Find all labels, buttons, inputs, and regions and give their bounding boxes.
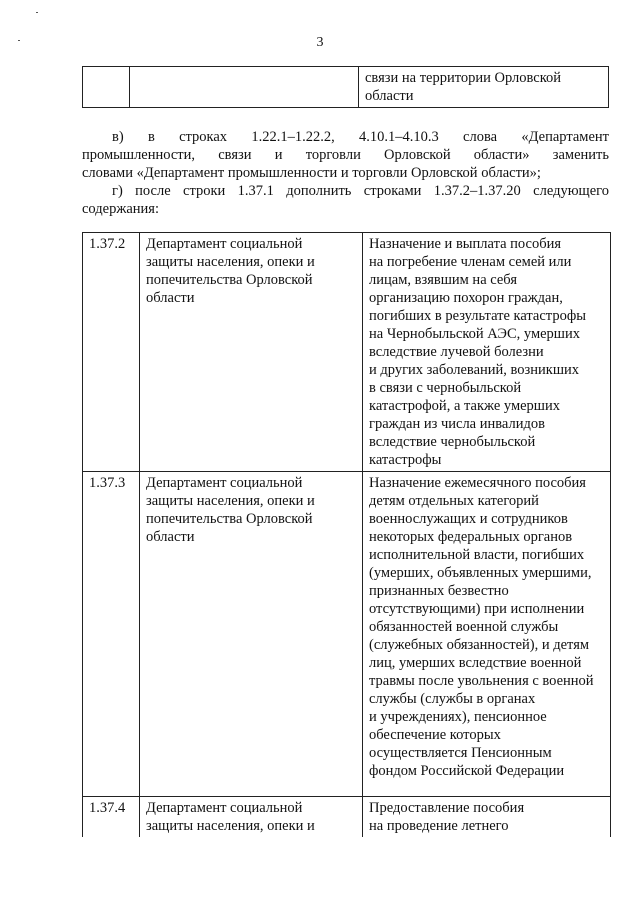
para-line: в) в строках 1.22.1–1.22.2, 4.10.1–4.10.3 слова «Департамент (112, 129, 609, 145)
desc-line: некоторых федеральных органов (369, 529, 573, 545)
para-line: содержания: (82, 201, 160, 217)
dept-line: области (146, 529, 195, 545)
row-number: 1.37.2 (83, 233, 140, 472)
desc-line: на проведение летнего (369, 818, 509, 834)
desc-line: и учреждениях), пенсионное (369, 709, 547, 725)
desc-line: исполнительной власти, погибших (369, 547, 585, 563)
desc-line: в связи с чернобыльской (369, 380, 522, 396)
department-cell (140, 797, 363, 838)
dept-line: защиты населения, опеки и (146, 818, 315, 834)
dept-line: Департамент социальной (146, 800, 303, 816)
paragraph-g (82, 182, 609, 218)
para-line: промышленности, связи и торговли Орловской области» заменить (82, 147, 609, 163)
desc-line: (служебных обязанностей), и детям (369, 637, 590, 653)
desc-line: травмы после увольнения с военной (369, 673, 594, 689)
dept-line: Департамент социальной (146, 475, 303, 491)
desc-line: на Чернобыльской АЭС, умерших (369, 326, 580, 342)
row-number: 1.37.3 (83, 472, 140, 797)
table-row (83, 472, 611, 797)
desc-line: (умерших, объявленных умершими, (369, 565, 592, 581)
desc-line: фондом Российской Федерации (369, 763, 565, 779)
continued-table (82, 66, 609, 108)
para-line: словами «Департамент промышленности и торговли Орловской области»; (82, 165, 541, 181)
desc-line: военнослужащих и сотрудников (369, 511, 568, 527)
desc-line: службы (службы в органах (369, 691, 536, 707)
dept-line: Департамент социальной (146, 236, 303, 252)
page-number: 3 (316, 35, 324, 50)
desc-line: организацию похорон граждан, (369, 290, 563, 306)
dept-line: попечительства Орловской (146, 272, 313, 288)
dept-line: попечительства Орловской (146, 511, 313, 527)
desc-line: обязанностей военной службы (369, 619, 559, 635)
desc-line: катастрофы (369, 452, 442, 468)
department-cell (140, 233, 363, 472)
scan-speck (36, 12, 38, 13)
table-row (83, 67, 609, 108)
para-line: г) после строки 1.37.1 дополнить строками 1.37.2–1.37.20 следующего (112, 183, 609, 199)
cell-line: связи на территории Орловской (365, 70, 562, 86)
desc-line: Назначение ежемесячного пособия (369, 475, 586, 491)
desc-line: осуществляется Пенсионным (369, 745, 552, 761)
dept-line: защиты населения, опеки и (146, 254, 315, 270)
dept-line: защиты населения, опеки и (146, 493, 315, 509)
service-description (363, 472, 611, 797)
dept-line: области (146, 290, 195, 306)
cell-line: области (365, 88, 414, 104)
desc-line: Назначение и выплата пособия (369, 236, 562, 252)
desc-line: Предоставление пособия (369, 800, 525, 816)
desc-line: граждан из числа инвалидов (369, 416, 545, 432)
service-description (363, 797, 611, 838)
desc-line: погибших в результате катастрофы (369, 308, 586, 324)
main-table (82, 232, 611, 837)
desc-line: и других заболеваний, возникших (369, 362, 580, 378)
desc-line: детям отдельных категорий (369, 493, 539, 509)
table-row (83, 233, 611, 472)
desc-line: катастрофой, а также умерших (369, 398, 560, 414)
num-cell (83, 67, 130, 108)
desc-line: на погребение членам семей или (369, 254, 572, 270)
department-cell (140, 472, 363, 797)
dept-cell (130, 67, 359, 108)
table-row (83, 797, 611, 838)
desc-line: лицам, взявшим на себя (369, 272, 517, 288)
desc-cell (359, 67, 609, 108)
paragraph-v (82, 128, 609, 182)
desc-line: признанных безвестно (369, 583, 509, 599)
desc-line: вследствие чернобыльской (369, 434, 536, 450)
desc-line: обеспечение которых (369, 727, 501, 743)
desc-line: вследствие лучевой болезни (369, 344, 544, 360)
row-number: 1.37.4 (83, 797, 140, 838)
service-description (363, 233, 611, 472)
desc-line: лиц, умерших вследствие военной (369, 655, 582, 671)
desc-line: отсутствующими) при исполнении (369, 601, 585, 617)
